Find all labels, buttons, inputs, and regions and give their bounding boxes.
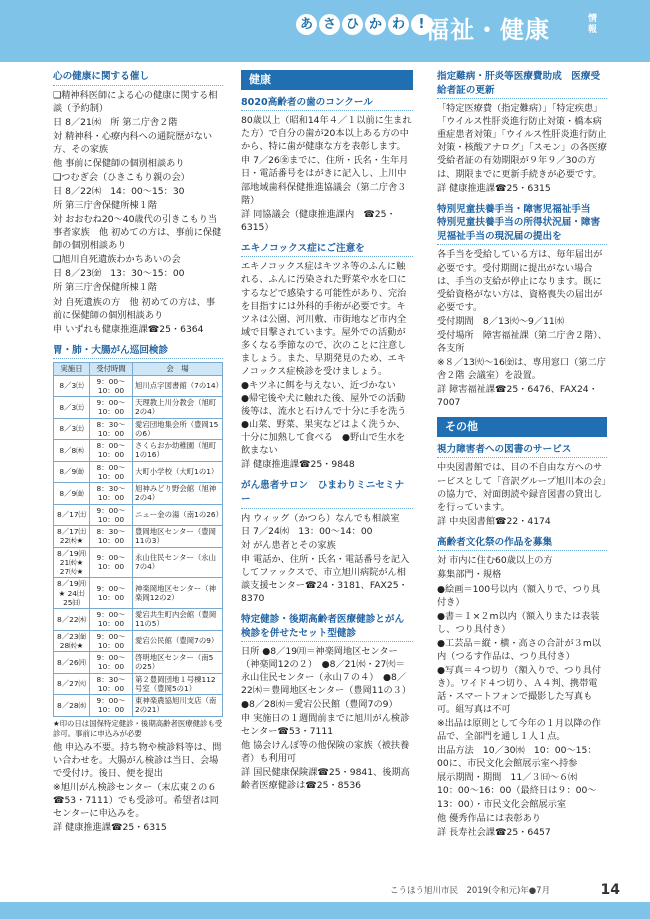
- text-line: ●キツネに餌を与えない、近づかない ●帰宅後や犬に触れた後、屋外での活動後等は、流水と石けんで十分に手を洗う ●山菜、野菜、果実などはよく洗うか、十分に加熱して食べる ●野山で生水を飲まない: [241, 379, 416, 457]
- text-line: 他 協会けんぽ等の他保険の家族（被扶養者）も利用可: [241, 739, 410, 764]
- article-body-mental-health: [53, 89, 223, 336]
- category-band-other: その他: [437, 417, 607, 437]
- article-body-intractable-disease: [437, 102, 607, 194]
- article-body-cancer-salon: [241, 512, 413, 605]
- article-title-intractable-disease: 指定難病・肝炎等医療費助成 医療受給者証の更新: [437, 70, 607, 99]
- table-cell: 9：00～10：00: [90, 397, 133, 419]
- table-cell: 8：30～10：00: [90, 673, 133, 695]
- table-cell: 9：00～10：00: [90, 630, 133, 652]
- text-line: ※旭川がん検診センター（末広東２の６ ☎53・7111）でも受診可。希望者は同センターに申込みを。: [53, 781, 226, 819]
- text-line: 内 ウィッグ（かつら）なんでも相談室 日 7／24㈬ 13：00～14：00: [241, 512, 409, 537]
- table-row: [54, 461, 223, 483]
- table-cell: 豊岡地区センター（豊岡11の3）: [133, 526, 223, 548]
- article-title-cancer-salon: がん患者サロン ひまわりミニセミナー: [241, 479, 413, 508]
- text-line: 受付場所 障害福祉課（第二庁舎２階）、各支所: [437, 329, 607, 354]
- article-title-teeth-contest: 8020高齢者の歯のコンクール: [241, 96, 413, 112]
- text-line: 日 8／23㈮ 13：30～15：00: [53, 268, 185, 280]
- table-cell: 8／3㈯: [54, 418, 90, 440]
- table-row: [54, 504, 223, 526]
- text-line: 他 優秀作品には表彰あり: [437, 812, 541, 824]
- table-row: [54, 375, 223, 397]
- text-line: 所 第三庁舎保健所棟１階: [53, 282, 157, 294]
- text-line: 詳 障害福祉課☎25・6476、FAX24・7007: [437, 384, 598, 409]
- table-cell: 8／27㈫: [54, 673, 90, 695]
- article-body-set-checkup: [241, 645, 416, 792]
- table-cell: 8／3㈯: [54, 375, 90, 397]
- table-row: [54, 673, 223, 695]
- table-cell: 8：30～10：00: [90, 526, 133, 548]
- badge-char: か: [365, 14, 386, 35]
- text-line: ※出品は原則として今年の１月以降の作品で、全部門を通し１人１点。: [437, 718, 601, 743]
- table-cell: 8／9㈮: [54, 461, 90, 483]
- table-cell: 8：00～10：00: [90, 461, 133, 483]
- publication-info: こうほう旭川市民 2019(令和元)年●7月: [390, 886, 551, 896]
- table-row: [54, 440, 223, 462]
- text-line: エキノコックス症はキツネ等のふんに触れる、ふんに汚染された野菜や水を口にするなどで感染する可能性があり、完治を目指すには外科的手術が必要です。キツネは公園、河川敷、市街地など市内全域で目撃されています。屋外での活動が多くなる季節なので、次のことに注意しましょう。また、早期発見のため、エキノコックス症検診を受けましょう。: [241, 261, 407, 377]
- badge-char: !: [411, 14, 432, 35]
- table-cell: 8：30～10：00: [90, 483, 133, 505]
- table-cell: 8／26㈪: [54, 652, 90, 674]
- table-cell: 愛宕共生町内会館（豊岡11の5）: [133, 609, 223, 631]
- table-note: ★印の日は国保特定健診・後期高齢者医療健診も受診可。事前に申込みが必要: [53, 718, 223, 739]
- text-line: ●絵画＝100号以内（額入りで、つり具付き）: [437, 583, 601, 608]
- text-line: 募集部門・規格: [437, 569, 502, 581]
- table-header-time: 受付時間: [90, 363, 133, 375]
- table-cell: 8：30～10：00: [90, 418, 133, 440]
- article-body-cancer-screening: [53, 741, 226, 834]
- table-row: [54, 483, 223, 505]
- table-cell: 啓明地区センター（南5の25）: [133, 652, 223, 674]
- article-title-child-allowance: 特別児童扶養手当・障害児福祉手当 特別児童扶養手当の所得状況届・障害児福祉手当の現況届の提出を: [437, 203, 607, 246]
- column-middle: [241, 70, 416, 793]
- text-line: 申 実施日の１週間前までに旭川がん検診センター☎53・7111: [241, 712, 410, 737]
- table-cell: 9：00～10：00: [90, 695, 133, 717]
- article-body-teeth-contest: [241, 114, 413, 234]
- table-cell: 9：00～10：00: [90, 504, 133, 526]
- table-cell: さくらおか幼稚園（旭町1の16）: [133, 440, 223, 462]
- table-row: [54, 695, 223, 717]
- text-line: 展示期間・期間 11／３㈰～６㈬ 10：00～16：00（最終日は９：00～13：00）・市民文化会館展示室: [437, 772, 597, 810]
- text-line: 詳 国民健康保険課☎25・9841、後期高齢者医療健診は☎25・8536: [241, 766, 410, 791]
- column-right: [437, 70, 607, 840]
- table-cell: 9：00～10：00: [90, 375, 133, 397]
- text-line: 出品方法 10／30㈬ 10：00～15：00に、市民文化会館展示室へ持参: [437, 745, 597, 770]
- table-header-venue: 会 場: [133, 363, 223, 375]
- text-line: 詳 中央図書館☎22・4174: [437, 515, 551, 527]
- badge-char: わ: [388, 14, 409, 35]
- text-line: 詳 健康推進課☎25・6315: [437, 182, 551, 194]
- text-line: 「特定医療費（指定難病）」「特定疾患」「ウイルス性肝炎進行防止対策・橋本病重症患者対策」「ウイルス性肝炎進行防止対策・核酸アナログ」「スモン」の各医療受給者証の有効期限が９年９／30の方は、期限までに更新手続きが必要です。: [437, 103, 607, 180]
- table-cell: 8／17㈯ 22㈭★: [54, 526, 90, 548]
- article-title-echinococcus: エキノコックス症にご注意を: [241, 242, 413, 258]
- table-cell: 8／23㈮ 28㈬★: [54, 630, 90, 652]
- text-line: 中央図書館では、目の不自由な方へのサービスとして「音訳グループ旭川本の会」の協力で、対面朗読や録音図書の貸出しを行っています。: [437, 462, 607, 513]
- article-body-echinococcus: [241, 260, 416, 471]
- header-badge: [296, 14, 432, 35]
- badge-char: さ: [319, 14, 340, 35]
- table-cell: 9：00～10：00: [90, 652, 133, 674]
- table-cell: 第２豊岡団地１号棟112号室（豊岡5の1）: [133, 673, 223, 695]
- text-line: 申 いずれも健康推進課☎25・6364: [53, 323, 204, 335]
- table-cell: 愛宕団地集会所（豊岡15の6）: [133, 418, 223, 440]
- badge-char: あ: [296, 14, 317, 35]
- table-row: [54, 652, 223, 674]
- table-row: [54, 397, 223, 419]
- text-line: ❑旭川自死遺族わかちあいの会: [53, 254, 181, 266]
- text-line: 申 7／26㊎までに、住所・氏名・生年月日・電話番号をはがきに記入し、上川中部地域歯科保健推進協議会（第二庁舎３階）: [241, 155, 409, 206]
- table-cell: 9：00～10：00: [90, 609, 133, 631]
- table-row: [54, 609, 223, 631]
- table-cell: 東神楽農協旭川支店（南2の21）: [133, 695, 223, 717]
- column-left: [53, 70, 226, 835]
- text-line: 日 8／22㈭ 14：00～15：30: [53, 186, 185, 198]
- table-cell: 9：00～10：00: [90, 547, 133, 578]
- footer-band: [0, 902, 650, 919]
- table-header-date: 実施日: [54, 363, 90, 375]
- page-number: 14: [600, 882, 620, 898]
- text-line: ●工芸品＝縦・横・高さの合計が３m以内（つるす作品は、つり具付き）: [437, 637, 601, 662]
- table-cell: 8／19㈪★ 24㈯ 25㈰: [54, 578, 90, 609]
- section-subtitle: 情報: [588, 14, 598, 35]
- table-cell: 8／17㈯: [54, 504, 90, 526]
- text-line: 対 市内に住む60歳以上の方: [437, 555, 553, 567]
- table-row: [54, 418, 223, 440]
- page-footer: [390, 882, 620, 898]
- text-line: ※８／13㈫～16㈮は、専用窓口（第二庁舎２階 会議室）を設置。: [437, 356, 606, 382]
- text-line: 対 自死遺族の方 他 初めての方は、事前に保健師の個別相談あり: [53, 296, 216, 321]
- category-band-health: 健康: [241, 70, 413, 90]
- text-line: 他 申込み不要。持ち物や検診料等は、問い合わせを。大腸がん検診は当日、会場で受付け。後日、便を提出: [53, 741, 222, 779]
- article-title-set-checkup: 特定健診・後期高齢者医療健診とがん検診を併せたセット型健診: [241, 613, 413, 642]
- table-cell: 8／3㈯: [54, 397, 90, 419]
- text-line: ❑つむぎ会（ひきこもり親の会）: [53, 171, 190, 183]
- screening-schedule-table: [53, 362, 223, 716]
- table-cell: 8／9㈮: [54, 483, 90, 505]
- article-title-mental-health: 心の健康に関する催し: [53, 70, 223, 86]
- table-row: [54, 578, 223, 609]
- text-line: 80歳以上（昭和14年４／１以前に生まれた方）で自分の歯が20本以上ある方の中から、特に歯が健康な方を表彰します。: [241, 115, 412, 153]
- text-line: 詳 同協議会（健康推進課内 ☎25・6315）: [241, 208, 396, 233]
- text-line: 対 がん患者とその家族: [241, 539, 336, 551]
- badge-char: ひ: [342, 14, 363, 35]
- table-cell: 大町小学校（大町1の1）: [133, 461, 223, 483]
- article-body-elderly-festival: [437, 554, 607, 838]
- text-line: 各手当を受給している方は、毎年届出が必要です。受付期間に提出がない場合は、手当の支給が停止になります。既に受給資格がない方は、資格喪失の届出が必要です。: [437, 249, 603, 313]
- text-line: ●写真＝４つ切り（額入りで、つり具付き）。ワイド４つ切り、Ａ４判、携帯電話・スマートフォンで撮影した写真も可。組写真は不可: [437, 664, 602, 716]
- table-cell: 8／28㈬: [54, 695, 90, 717]
- table-cell: 永山住民センター（永山7の4）: [133, 547, 223, 578]
- section-title: 福祉・健康: [425, 16, 550, 44]
- table-cell: 旭川点字図書館（7の14）: [133, 375, 223, 397]
- page-header: [0, 0, 650, 62]
- table-cell: 神楽岡地区センター（神楽岡12の2）: [133, 578, 223, 609]
- text-line: 詳 健康推進課☎25・6315: [53, 822, 167, 833]
- table-row: [54, 547, 223, 578]
- table-cell: 旭神みどり野会館（旭神2の4）: [133, 483, 223, 505]
- text-line: 詳 長寿社会課☎25・6457: [437, 826, 551, 838]
- table-cell: 8／8㈭: [54, 440, 90, 462]
- text-line: 受付期間 8／13㈫～9／11㈬: [437, 315, 564, 327]
- text-line: 日 8／21㈬ 所 第二庁舎２階: [53, 116, 178, 128]
- table-cell: 8／22㈭: [54, 609, 90, 631]
- text-line: 対 おおむね20～40歳代の引きこもり当事者家族 他 初めての方は、事前に保健師の個別相談あり: [53, 214, 222, 252]
- table-cell: 8／19㈪ 21㈬★ 27㈫★: [54, 547, 90, 578]
- table-row: [54, 526, 223, 548]
- text-line: ●書＝１×２m以内（額入りまたは表装し、つり具付き）: [437, 610, 600, 635]
- table-cell: 愛宕公民館（豊岡7の9）: [133, 630, 223, 652]
- text-line: ❑精神科医師による心の健康に関する相談（予約制）: [53, 89, 218, 114]
- article-body-library-service: [437, 461, 607, 527]
- text-line: 対 精神科・心療内科への通院歴がない方、その家族: [53, 130, 213, 155]
- article-body-child-allowance: [437, 248, 607, 409]
- text-line: 他 事前に保健師の個別相談あり: [53, 157, 185, 169]
- text-line: 日所 ●8／19㈪＝神楽岡地区センター（神楽岡12の２） ●8／21㈬・27㈫＝永山住民センター（永山７の４） ●8／22㈭＝豊岡地区センター（豊岡11の３） ●8／28㈬＝愛宕公民館（豊岡7の9）: [241, 646, 416, 710]
- table-cell: ニュー金の湯（南1の26）: [133, 504, 223, 526]
- table-cell: 9：00～10：00: [90, 578, 133, 609]
- text-line: 所 第三庁舎保健所棟１階: [53, 200, 157, 212]
- text-line: 申 電話か、住所・氏名・電話番号を記入してファックスで、市立旭川病院がん相談支援センター☎24・3181、FAX25・8370: [241, 553, 410, 604]
- table-row: [54, 630, 223, 652]
- text-line: 詳 健康推進課☎25・9848: [241, 459, 355, 471]
- table-cell: 天理教上川分教会（旭町2の4）: [133, 397, 223, 419]
- article-title-cancer-screening: 胃・肺・大腸がん巡回検診: [53, 344, 223, 360]
- article-title-library-service: 視力障害者への図書のサービス: [437, 443, 607, 459]
- article-title-elderly-festival: 高齢者文化祭の作品を募集: [437, 536, 607, 552]
- table-cell: 8：00～10：00: [90, 440, 133, 462]
